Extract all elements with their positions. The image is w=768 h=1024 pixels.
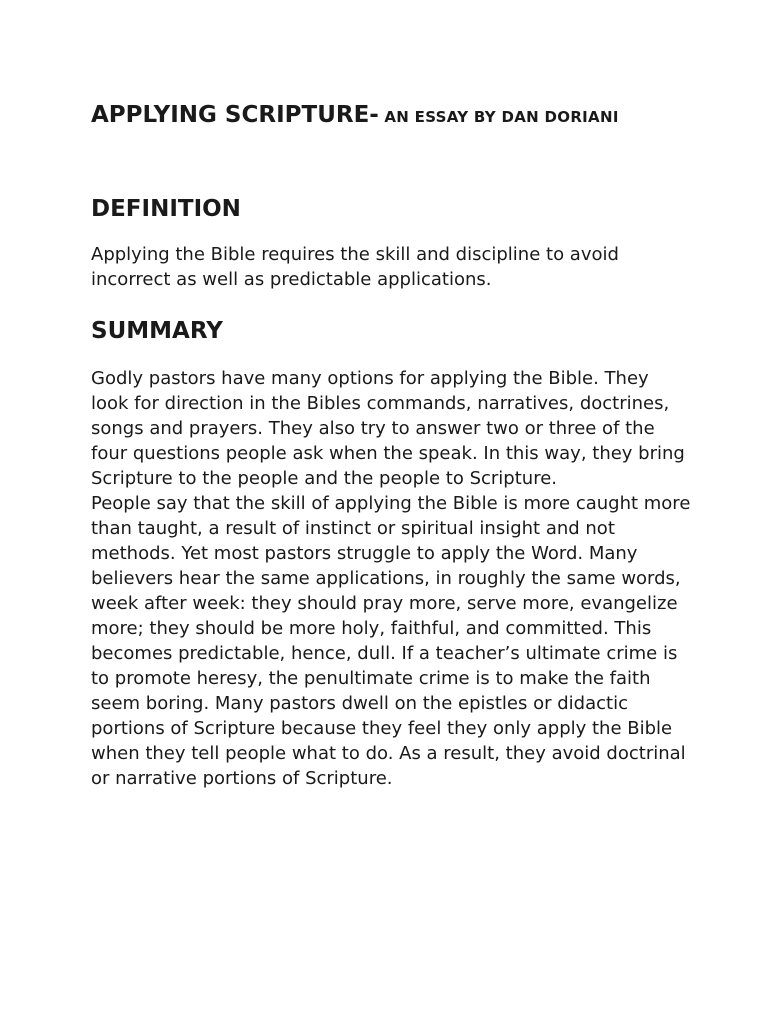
document-title-subtitle: AN ESSAY BY DAN DORIANI: [378, 108, 619, 126]
definition-paragraph: Applying the Bible requires the skill and discipline to avoid incorrect as well as predictable applications.: [91, 244, 619, 290]
document-title-main: APPLYING SCRIPTURE-: [91, 102, 379, 128]
summary-paragraph-1: Godly pastors have many options for applying the Bible. They look for direction in the Bibles commands, narratives, doctrines, songs and prayers. They also try to answer two or three of the four questions people ask when the speak. In this way, they bring Scripture to the people and the people to Scripture.: [91, 368, 685, 489]
document-title: [91, 96, 691, 132]
document-content: [91, 96, 691, 791]
section-heading-definition: DEFINITION: [91, 196, 241, 222]
summary-paragraph-2: People say that the skill of applying the Bible is more caught more than taught, a result of instinct or spiritual insight and not methods. Yet most pastors struggle to apply the Word. Many believers hear the same applications, in roughly the same words, week after week: they should pray more, serve more, evangelize more; they should be more holy, faithful, and committed. This becomes predictable, hence, dull. If a teacher’s ultimate crime is to promote heresy, the penultimate crime is to make the faith seem boring. Many pastors dwell on the epistles or didactic portions of Scripture because they feel they only apply the Bible when they tell people what to do. As a result, they avoid doctrinal or narrative portions of Scripture.: [91, 493, 691, 789]
section-heading-summary: SUMMARY: [91, 318, 223, 344]
